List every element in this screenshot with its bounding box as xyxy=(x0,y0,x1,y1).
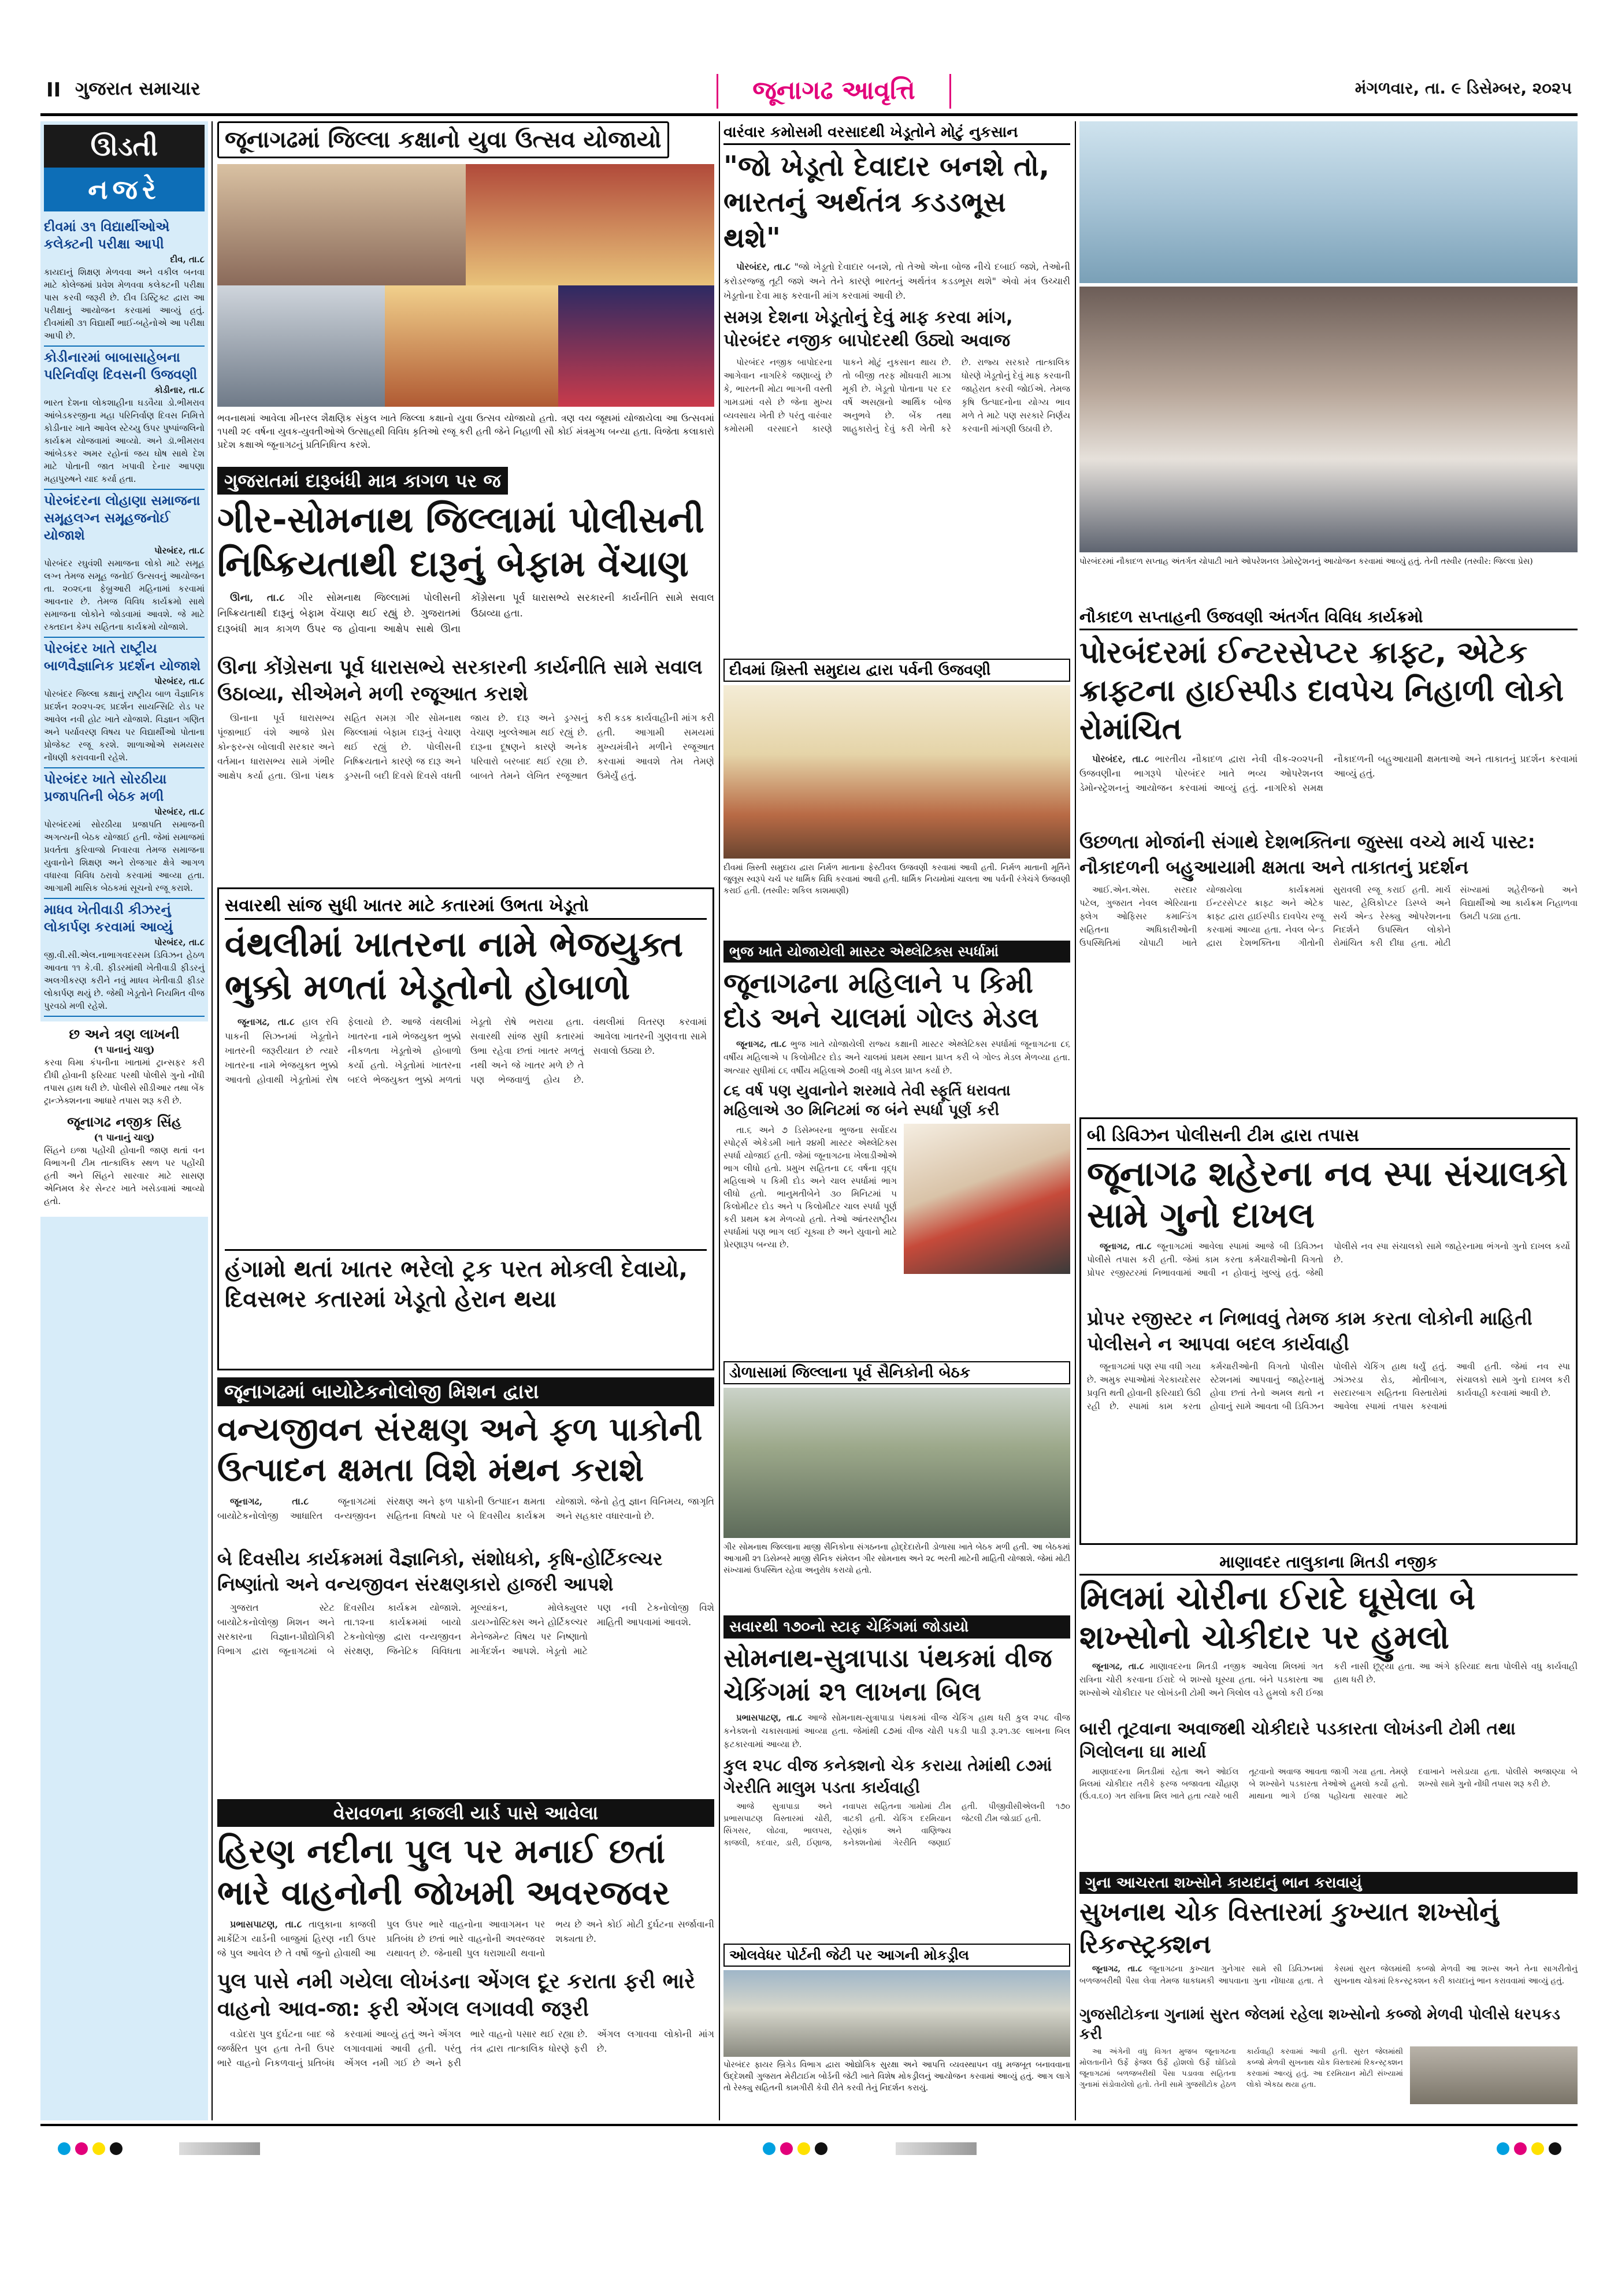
navy-story xyxy=(1079,605,1578,1114)
sainik-caption: ગીર સોમનાથ જિલ્લાના માજી સૈનિકોના સંગઠનના હોદ્દેદારોની ડોળાસા ખાતે બેઠક મળી હતી. આ બેઠકમાં આગામી ૨૧ ડિસેમ્બરે માજી સૈનિક સંમેલન ગીર સોમનાથ અને ૨૮ ભરતી માટેની માહિતી યોજાશે. જેમાં મોટી સંખ્યામાં ઉપસ્થિત રહેવા અનુરોધ કરાયો હતો. xyxy=(723,1543,1070,1575)
navy-body: આઈ.એન.એસ. સરદાર પટેલ, ગુજરાત નેવલ એરિયાના ફ્લેગ ઓફિસર કમાન્ડિંગ સહિતના અધિકારીઓની ઉપસ્થિતિમાં ચોપાટી ખાતે યોજાયેલા કાર્યક્રમમાં ઈન્ટરસેપ્ટર ક્રાફ્ટ અને એટેક ક્રાફ્ટ દ્વારા હાઈસ્પીડ દાવપેચ રજૂ કરવામાં આવ્યા હતા. નેવલ બેન્ડ દ્વારા દેશભક્તિના ગીતોની સુરાવલી રજૂ કરાઈ હતી. માર્ચ પાસ્ટ, હેલિકોપ્ટર ડિસ્પ્લે અને સર્ચ એન્ડ રેસ્ક્યુ ઓપરેશનના નિદર્શને ઉપસ્થિત લોકોને રોમાંચિત કરી દીધા હતા. મોટી સંખ્યામાં શહેરીજનો અને વિદ્યાર્થીઓ આ કાર્યક્રમ નિહાળવા ઉમટી પડ્યા હતા. xyxy=(1079,885,1578,948)
vij-body: આજે સુત્રાપાડા અને પ્રભાસપાટણ વિસ્તારમાં ચોરી, સિંગસર, લોઢવા, ભાલપરા, કાજલી, કદવાર, ડારી, ઈણાજ, નવાપરા સહિતના ગામોમાં ટીમ ત્રાટકી હતી. ચેકિંગ દરમિયાન રહેણાંક અને વાણિજ્ય કનેક્શનોમાં ગેરરીતિ જણાઈ હતી. પીજીવીસીએલની ૧૭૦ જેટલી ટીમ જોડાઈ હતી. xyxy=(723,1802,1070,1848)
olvedar-caption: પોરબંદર ફાયર બ્રિગેડ વિભાગ દ્વારા ઓદ્યોગિક સુરક્ષા અને આપત્તિ વ્યવસ્થાપન વધુ મજબૂત બનાવવાના ઉદ્દેશથી ગુજરાત મેરીટાઈમ બોર્ડની જેટી ખાતે વિશેષ મોકડ્રીલનું આયોજન કરવામાં આવ્યું હતું. આગ લાગે તો રેસ્ક્યુ સહિતની કામગીરી કેવી રીતે કરવી તેનું નિદર્શન કરાયું. xyxy=(723,2060,1070,2093)
rule-bottom xyxy=(40,2124,1578,2126)
athletics-text: ભુજ ખાતે યોજાયેલી રાજ્ય કક્ષાની માસ્ટર એથ્લેટિક્સ સ્પર્ધામાં જૂનાગઢના ૮૬ વર્ષીય મહિલાએ ૫ કિલોમીટર દોડ અને ચાલમાં પ્રથમ સ્થાન પ્રાપ્ત કરી બે ગોલ્ડ મેડલ મેળવ્યા હતા. અત્યાર સુધીમાં ૮૬ વર્ષીય મહિલાએ ૭૦થી વધુ મેડલ પ્રાપ્ત કર્યા છે. xyxy=(723,1039,1070,1076)
chowkidar-dateline: જૂનાગઢ, તા.૮ xyxy=(1092,1661,1144,1671)
khatar-kicker: સવારથી સાંજ સુધી ખાતર માટે કતારમાં ઉભતા ખેડૂતો xyxy=(225,894,707,920)
rule-center-right xyxy=(1075,121,1076,2120)
continuation-headline: જૂનાગઢ નજીક સિંહ xyxy=(67,1114,181,1130)
continuation-sub: (૧ પાનાનું ચાલુ) xyxy=(94,1132,155,1143)
heran-dateline: પ્રભાસપાટણ, તા.૮ xyxy=(230,1919,302,1930)
biotech-dateline: જૂનાગઢ, તા.૮ xyxy=(230,1496,309,1507)
daru-story xyxy=(217,467,714,883)
sukhnath-kicker: ગુના આચરતા શખ્સોને કાયદાનું ભાન કરાવાયું xyxy=(1079,1872,1578,1894)
spa-dateline: જૂનાગઢ, તા.૮ xyxy=(1100,1241,1152,1251)
khedut-lead xyxy=(723,259,1070,303)
registration-marks xyxy=(0,2138,1618,2161)
reg-dot-yellow-left xyxy=(92,2142,105,2155)
khedut-subhead: સમગ્ર દેશના ખેડૂતોનું દેવું માફ કરવા માંગ, પોરબંદર નજીક બાપોદરથી ઉઠ્યો અવાજ xyxy=(723,307,1013,351)
udti-item xyxy=(44,347,205,490)
spa-story xyxy=(1079,1117,1578,1545)
yuva-utsav-headline: જૂનાગઢમાં જિલ્લા કક્ષાનો યુવા ઉત્સવ યોજાયો xyxy=(217,121,669,158)
biotech-lead xyxy=(217,1494,714,1544)
olvedar-story xyxy=(723,1944,1070,2123)
daru-headline: ગીર-સોમનાથ જિલ્લામાં પોલીસની નિષ્ક્રિયતાથી દારૂનું બેફામ વેંચાણ xyxy=(217,499,704,585)
chowkidar-kicker: માણાવદર તાલુકાના મિતડી નજીક xyxy=(1079,1551,1578,1576)
udti-item-headline: પોરબંદર ખાતે સોરઠીયા પ્રજાપતિની બેઠક મળી xyxy=(44,772,167,804)
udti-item-headline: દીવમાં ૩૧ વિદ્યાર્થીઓએ કલેક્ટની પરીક્ષા આપી xyxy=(44,220,170,252)
christmas-photo xyxy=(723,685,1070,859)
heran-headline: હિરણ નદીના પુલ પર મનાઈ છતાં ભારે વાહનોની જોખમી અવરજવર xyxy=(217,1831,670,1912)
chowkidar-text: માણાવદરના મિતડી નજીક આવેલા મિલમાં ગત રાત્રિના ચોરી કરવાના ઈરાદે બે શખ્સો ઘૂસ્યા હતા. બંને પડકારતા આ શખ્સોએ ચોકીદાર પર લોખંડની ટોમી અને ગિલોલ વડે હુમલો કરી ઈજા કરી નાસી છૂટ્યા હતા. આ અંગે ફરિયાદ થતા પોલીસે વધુ કાર્યવાહી હાથ ધરી છે. xyxy=(1079,1661,1578,1698)
vij-headline: સોમનાથ-સુત્રાપાડા પંથકમાં વીજ ચેકિંગમાં ૨૧ લાખના બિલ xyxy=(723,1644,1052,1707)
khatar-story xyxy=(217,887,714,1370)
navy-dateline: પોરબંદર, તા.૮ xyxy=(1092,753,1149,764)
udti-item xyxy=(44,216,205,347)
masthead-rule xyxy=(40,113,1578,116)
udti-item-text: કાયદાનું શિક્ષણ મેળવવા અને વકીલ બનવા માટે કોલેજમાં પ્રવેશ મેળવવા કલેક્ટની પરીક્ષા પાસ કરવી જરૂરી છે. દીવ ડિસ્ટ્રિક્ટ દ્વારા આ પરીક્ષાનું આયોજન કરવામાં આવ્યું હતું. દીવમાંથી ૩૧ વિદ્યાર્થી ભાઈ-બહેનોએ આ પરીક્ષા આપી છે. xyxy=(44,267,205,341)
udti-items xyxy=(44,216,205,1217)
khedut-body: પોરબંદર નજીક બાપોદરના આગેવાન નાગરિકે જણાવ્યું છે કે, ભારતની મોટા ભાગની વસ્તી ગામડામાં વસે છે જેના મુખ્ય વ્યવસાય ખેતી છે પરંતુ વારંવાર કમોસમી વરસાદને કારણે પાકને મોટું નુકસાન થાય છે. તો બીજી તરફ મોંઘવારી માઝા મૂકી છે. ખેડૂતો પોતાના પર દર વર્ષે અસહ્યનો આર્થિક બોજ અનુભવે છે. બેંક તથા શાહુકારોનું દેવું કરી ખેતી કરે છે. રાજ્ય સરકારે તાત્કાલિક ધોરણે ખેડૂતોનું દેવું માફ કરવાની જાહેરાત કરવી જોઈએ. તેમજ કૃષિ ઉત્પાદનોના યોગ્ય ભાવ મળે તે માટે પણ સરકારે નિર્ણય કરવાની માંગણી ઉઠાવી છે. xyxy=(723,357,1070,434)
heran-subhead: પુલ પાસે નમી ગયેલા લોખંડના એંગલ દૂર કરાતા ફરી ભારે વાહનો આવ-જા: ફરી એંગલ લગાવવી જરૂરી xyxy=(217,1970,695,2021)
udti-item-text: જી.વી.સી.એલ.નાભાગવદરસમ ડિવિઝન હેઠળ આવતા ૧૧ કે.વી. ફીડરમાંથી ખેતીવાડી ફીડરનું અલગીકરણ કરીને નવું માધવ ખેતીવાડી ફીડર લોકાર્પણ થયું છે. જેથી ખેડૂતોને નિયમિત વીજ પુરવઠો મળી રહેશે. xyxy=(44,950,205,1011)
reg-dot-magenta-left xyxy=(75,2142,88,2155)
khatar-text: હાલ રવિ પાકની સિઝનમાં ખેડૂતોને ખાતરની જરૂરીયાત છે ત્યારે ખાતરના નામે ભેજયુક્ત ભુક્કો આવતો હોવાથી ખેડૂતોમાં રોષ ફેલાયો છે. આજે વંથલીમાં ખાતરના નામે ભેજયુક્ત ભુક્કો નીકળતા ખેડૂતોએ હોબાળો કર્યો હતો. ખેડૂતોમાં ખાતરના બદલે ભેજયુક્ત ભુક્કો મળતાં ખેડૂતો રોષે ભરાયા હતા. સવારથી સાંજ સુધી કતારમાં ઉભા રહેવા છતાં ખાતર મળતું નથી અને જે ખાતર મળે છે તે પણ ભેજવાળું હોય છે. વંથલીમાં વિતરણ કરવામાં આવેલા ખાતરની ગુણવત્તા સામે સવાલો ઉઠ્યા છે. xyxy=(225,1016,707,1085)
udti-item xyxy=(44,638,205,768)
chowkidar-headline: મિલમાં ચોરીના ઈરાદે ઘૂસેલા બે શખ્સોનો ચોકીદાર પર હુમલો xyxy=(1079,1580,1476,1656)
heran-lead xyxy=(217,1917,714,1966)
vij-kicker: સવારથી ૧૭૦નો સ્ટાફ ચેકિંગમાં જોડાયો xyxy=(723,1615,1070,1639)
heran-kicker: વેરાવળના કાજલી યાર્ડ પાસે આવેલા xyxy=(217,1799,714,1827)
daru-body: ઊનાના પૂર્વ ધારાસભ્ય પૂંજાભાઈ વંશે આજે પ્રેસ કોન્ફરન્સ બોલાવી સરકાર અને વર્તમાન ધારાસભ્ય સામે ગંભીર આક્ષેપ કર્યા હતા. ઊના પંથક સહિત સમગ્ર ગીર સોમનાથ જિલ્લામાં બેફામ દારૂનું વેચાણ થઈ રહ્યું છે. પોલીસની નિષ્ક્રિયતાને કારણે જ દારૂ અને ડ્રગ્સની બદી દિવસે દિવસે વધતી જાય છે. દારૂ અને ડ્રગ્સનું વેચાણ ખુલ્લેઆમ થઈ રહ્યું છે. દારૂના દૂષણને કારણે અનેક પરિવારો બરબાદ થઈ રહ્યા છે. બાબતે તેમને લેખિત રજૂઆત કરી કડક કાર્યવાહીની માંગ કરી હતી. આગામી સમયમાં મુખ્યમંત્રીને મળીને રજૂઆત કરવામાં આવશે તેમ તેમણે ઉમેર્યું હતું. xyxy=(217,712,714,781)
reg-dot-yellow-center xyxy=(797,2142,810,2155)
reg-dot-yellow-right xyxy=(1531,2142,1544,2155)
athletics-story xyxy=(723,941,1070,1357)
sukhnath-story xyxy=(1079,1872,1578,2123)
udti-item-text: પોરબંદર જિલ્લા કક્ષાનું રાષ્ટ્રીય બાળ વૈજ્ઞાનિક પ્રદર્શન ૨૦૨૫-૨૬ પ્રદર્શન સાયન્સિટિ રોડ પર આવેલ નવી હોટ ખાતે યોજાશે. વિજ્ઞાન ગણિત અને પર્યાવરણ વિષય પર વિદ્યાર્થીઓ પોતાના પ્રોજેક્ટ રજૂ કરશે. શાળાઓએ સમયસર નોંધણી કરાવવાની રહેશે. xyxy=(44,689,205,763)
khedut-headline: "જો ખેડૂતો દેવાદાર બનશે તો, ભારતનું અર્થતંત્ર કડડભૂસ થશે" xyxy=(723,150,1050,254)
udti-item-headline: માધવ ખેતીવાડી કીઝરનું લોકાર્પણ કરવામાં આવ્યું xyxy=(44,902,173,935)
udti-item-text: પોરબંદર રઘુવંશી સમાજના લોકો માટે સમૂહ લગ્ન તેમજ સમૂહ જનોઈ ઉત્સવનું આયોજન તા. ૨૦૨૬ના ફેબ્રુઆરી મહિનામાં કરવામાં આવનાર છે. તેમજ વિવિધ કાર્યક્રમો સાથે સમાજના લોકોને જોડવામાં આવશે. જે માટે રક્તદાન કેમ્પ સહિતના કાર્યક્રમો યોજાશે. xyxy=(44,558,205,632)
olvedar-photo xyxy=(723,1970,1070,2057)
daru-dateline: ઊના, તા.૮ xyxy=(230,592,285,604)
udti-najare-column xyxy=(40,121,208,2120)
olvedar-headline: ઓલવેધર પોર્ટની જેટી પર આગની મોકડ્રીલ xyxy=(723,1944,1070,1967)
paper-name: ગુજરાત સમાચાર xyxy=(75,77,201,99)
heran-body: વડોદરા પુલ દુર્ઘટના બાદ જે જર્જરિત પુલ હતા તેની ઉપર ભારે વાહનો નિકળવાનું પ્રતિબંધ કરવામાં આવ્યું હતું અને એંગલ લગાવવામાં આવી હતી. પરંતુ એંગલ નમી ગઈ છે અને ફરી ભારે વાહનો પસાર થઈ રહ્યા છે. તંત્ર દ્વારા તાત્કાલિક ધોરણે ફરી એંગલ લગાવવા લોકોની માંગ છે. xyxy=(217,2028,714,2068)
daru-text: ગીર સોમનાથ જિલ્લામાં પોલીસની નિષ્ક્રિયતાથી દારૂનું બેફામ વેંચાણ થઈ રહ્યું છે. ગુજરાતમાં દારૂબંધી માત્ર કાગળ ઉપર જ હોવાના આક્ષેપ સાથે ઊના કોંગ્રેસના પૂર્વ ધારાસભ્યે સરકારની કાર્યનીતિ સામે સવાલ ઉઠાવ્યા હતા. xyxy=(217,592,714,635)
udti-item-dateline: કોડીનાર, તા.૮ xyxy=(154,385,205,395)
udti-item-dateline: દીવ, તા.૮ xyxy=(170,254,205,265)
page-marker: II xyxy=(46,79,61,102)
khatar-subhead: હંગામો થતાં ખાતર ભરેલો ટ્રક પરત મોકલી દેવાયો, દિવસભર કતારમાં ખેડૂતો હેરાન થયા xyxy=(225,1249,707,1314)
sukhnath-body: આ અંગેની વધુ વિગત મુજબ જૂનાગઢના મોલતાનીને ઉર્ફે ફેજલ ઉર્ફે હોશલો ઉર્ફે ઘોડિયો જૂનાગઢમાં બળજબરીથી પૈસા પડાવવા સહિતના ગુનામાં સંડોવાયેલો હતો. તેની સામે ગુજસીટોક હેઠળ કાર્યવાહી કરવામાં આવી હતી. સુરત જેલમાંથી કબ્જો મેળવી સુખનાથ ચોક વિસ્તારમાં રિકન્સ્ટ્રક્શન કરવામાં આવ્યું હતું. આ દરમિયાન મોટી સંખ્યામાં લોકો એકઠા થયા હતા. xyxy=(1079,2048,1403,2089)
biotech-headline: વન્યજીવન સંરક્ષણ અને ફળ પાકોની ઉત્પાદન ક્ષમતા વિશે મંથન કરાશે xyxy=(217,1411,703,1489)
yuva-utsav-caption: ભવનાથમાં આવેલા મીનરલ શૈક્ષણિક સંકુલ ખાતે જિલ્લા કક્ષાનો યુવા ઉત્સવ યોજાયો હતો. ત્રણ વય જૂથમાં યોજાયેલા આ ઉત્સવમાં ૧૫થી ૨૯ વર્ષના યુવક-યુવતીઓએ ઉત્સાહથી વિવિધ કૃતિઓ રજૂ કરી હતી જેને નિહાળી સૌ કોઈ મંત્રમુગ્ધ બન્યા હતા. વિજેતા કલાકારો પ્રદેશ કક્ષાએ જૂનાગઢનું પ્રતિનિધિત્વ કરશે. xyxy=(217,413,714,450)
udti-item-headline: પોરબંદર ખાતે રાષ્ટ્રીય બાળવૈજ્ઞાનિક પ્રદર્શન યોજાશે xyxy=(44,641,201,674)
khedut-kicker: વારંવાર કમોસમી વરસાદથી ખેડૂતોને મોટું નુકસાન xyxy=(723,121,1070,145)
udti-item xyxy=(44,768,205,899)
continuation-item xyxy=(44,1025,205,1107)
yuva-utsav-story xyxy=(217,121,714,462)
vij-lead xyxy=(723,1711,1070,1751)
reg-dot-magenta-center xyxy=(780,2142,793,2155)
biotech-body: ગુજરાત સ્ટેટ બાયોટેકનોલોજી મિશન અને સરકારના વિજ્ઞાન-પ્રૌદ્યોગિકી વિભાગ દ્વારા જૂનાગઢમાં બે દિવસીય કાર્યક્રમ યોજાશે. તા.૧૨ના કાર્યક્રમમાં બાયો ટેકનોલોજી દ્વારા વન્યજીવન સંરક્ષણ, જિનેટિક વિવિધતા મૂલ્યાંકન, મોલેક્યુલર ડાયગ્નોસ્ટિક્સ અને હોર્ટિકલ્ચર મેનેજમેન્ટ વિષય પર નિષ્ણાતો માર્ગદર્શન આપશે. ખેડૂતો માટે પણ નવી ટેકનોલોજી વિશે માહિતી આપવામાં આવશે. xyxy=(217,1602,714,1656)
sukhnath-subhead: ગુજસીટોકના ગુનામાં સુરત જેલમાં રહેલા શખ્સોનો કબ્જો મેળવી પોલીસે ધરપકડ કરી xyxy=(1079,2006,1560,2043)
spa-headline: જૂનાગઢ શહેરના નવ સ્પા સંચાલકો સામે ગુનો દાખલ xyxy=(1087,1154,1568,1236)
spa-lead xyxy=(1087,1240,1570,1303)
athletics-body: તા.૬ અને ૭ ડિસેમ્બરના ભુજના સર્વોદય સ્પોર્ટ્સ એકેડમી ખાતે ૨૪મી માસ્ટર એથ્લેટિક્સ સ્પર્ધા યોજાઈ હતી. જેમાં જૂનાગઢના ખેલાડીઓએ ભાગ લીધો હતો. પ્રમુખ સહિતના ૮૬ વર્ષના વૃદ્ધ મહિલાએ ૫ કિમી દોડ અને ચાલ સ્પર્ધામાં ભાગ લીધો હતો. ભાનુમતીબેને ૩૦ મિનિટમાં ૫ કિલોમીટર દોડ અને ૫ કિલોમીટર ચાલ સ્પર્ધા પૂર્ણ કરી પ્રથમ ક્રમ મેળવ્યો હતો. તેઓ આંતરરાષ્ટ્રીય સ્પર્ધામાં પણ ભાગ લઈ ચૂક્યા છે અને યુવાનો માટે પ્રેરણારૂપ બન્યા છે. xyxy=(723,1125,897,1250)
athletics-headline: જૂનાગઢના મહિલાને ૫ કિમી દોડ અને ચાલમાં ગોલ્ડ મેડલ xyxy=(723,967,1039,1034)
sukhnath-text: જૂનાગઢના કુખ્યાત ગુનેગાર સામે સી ડિવિઝનમાં બળજબરીથી પૈસા લેવા તેમજ ધાકધમકી આપવાના ગુના નોંધાયા હતા. તે કેસમાં સુરત જેલમાંથી કબ્જો મેળવી આ શખ્સ અને તેના સાગરીતોનું સુખનાથ ચોકમાં રિકન્સ્ટ્રક્શન કરી કાયદાનું ભાન કરાવવામાં આવ્યું હતું. xyxy=(1079,1964,1578,1986)
athletics-subhead: ૮૬ વર્ષ પણ યુવાનોને શરમાવે તેવી સ્ફૂર્તિ ધરાવતા મહિલાએ ૩૦ મિનિટમાં જ બંને સ્પર્ધા પૂર્ણ કરી xyxy=(723,1082,1011,1119)
udti-title-line2-box xyxy=(44,168,205,211)
heran-text: તાલુકાના કાજલી માર્કેટિંગ યાર્ડની બાજુમાં હિરણ નદી ઉપર જે પુલ આવેલ છે તે વર્ષો જુનો હોવાથી આ પુલ ઉપર ભારે વાહનોના આવાગમન પર પ્રતિબંધ છે છતાં ભારે વાહનોની અવરજવર યથાવત્ છે. જેનાથી પુલ ધરાશાયી થવાનો ભય છે અને કોઈ મોટી દુર્ઘટના સર્જાવાની શક્યતા છે. xyxy=(217,1919,714,1959)
yuva-utsav-photo xyxy=(217,164,714,407)
christmas-caption: દીવમાં ખ્રિસ્તી સમુદાય દ્વારા નિર્મળ માતાના ફેસ્ટીવલ ઉજવણી કરવામાં આવી હતી. નિર્મળ માતાની મૂર્તિને જુલૂસ સ્વરૂપે ચર્ચ પર ધાર્મિક વિધિ કરવામાં આવી હતી. ધાર્મિક નિયમોમાં ચાલતા આ પર્વની રંગેચંગે ઉજવણી કરાઈ હતી. (તસ્વીર: શકિલ કાશમાણી) xyxy=(723,863,1070,896)
spa-kicker: બી ડિવિઝન પોલીસની ટીમ દ્વારા તપાસ xyxy=(1087,1124,1570,1150)
christmas-headline: દીવમાં ખ્રિસ્તી સમુદાય દ્વારા પર્વની ઉજવણી xyxy=(723,659,1070,682)
sukhnath-lead xyxy=(1079,1963,1578,2004)
navy-photo-block xyxy=(1079,121,1578,601)
khedut-devadar-story xyxy=(723,121,1070,734)
spa-body: જૂનાગઢમાં પણ સ્પા વધી ગયા છે. અમુક સ્પાઓમાં ગેરકાયદેસર પ્રવૃત્તિ થતી હોવાની ફરિયાદો ઉઠી રહી છે. સ્પામાં કામ કરતા કર્મચારીઓની વિગતો પોલીસ સ્ટેશનમાં આપવાનું જાહેરનામું હોવા છતાં તેનો અમલ થતો ન હોવાનું સામે આવતા બી ડિવિઝન પોલીસે ચેકિંગ હાથ ધર્યું હતું. ઝાંઝરડા રોડ, મોતીબાગ, સરદારબાગ સહિતના વિસ્તારોમાં આવેલા સ્પામાં તપાસ કરવામાં આવી હતી. જેમાં નવ સ્પા સંચાલકો સામે ગુનો દાખલ કરી કાર્યવાહી કરવામાં આવી છે. xyxy=(1087,1361,1570,1411)
vij-subhead: કુલ ૨૫૮ વીજ કનેક્શનો ચેક કરાયા તેમાંથી ૮૭માં ગેરરીતિ માલુમ પડતા કાર્યવાહી xyxy=(723,1756,1052,1797)
continuation-headline: છ અને ત્રણ લાખની xyxy=(69,1026,180,1042)
chowkidar-lead xyxy=(1079,1660,1578,1715)
sainik-story xyxy=(723,1361,1070,1610)
sainik-headline: ડોળાસામાં જિલ્લાના પૂર્વ સૈનિકોની બેઠક xyxy=(723,1361,1070,1384)
biotech-subhead: બે દિવસીય કાર્યક્રમમાં વૈજ્ઞાનિકો, સંશોધકો, કૃષિ-હોર્ટિકલ્ચર નિષ્ણાંતો અને વન્યજીવન સંરક્ષણકારો હાજરી આપશે xyxy=(217,1548,663,1595)
udti-item-text: પોરબંદરમાં સોરઠીયા પ્રજાપતિ સમાજની અગત્યની બેઠક યોજાઈ હતી. જેમાં સમાજમાં પ્રવર્તતા કુરિવાજો નિવારવા તેમજ સમાજના યુવાનોને શિક્ષણ અને રોજગાર ક્ષેત્રે આગળ વધારવા વિવિધ ઠરાવો કરવામાં આવ્યા હતા. આગામી માસિક બેઠકમાં સૂચનો રજૂ કરાશે. xyxy=(44,819,205,893)
navy-kicker: નૌકાદળ સપ્તાહની ઉજવણી અંતર્ગત વિવિધ કાર્યક્રમો xyxy=(1079,605,1578,630)
reg-dot-black-right xyxy=(1549,2142,1561,2155)
sukhnath-dateline: જૂનાગઢ, તા.૮ xyxy=(1092,1964,1142,1974)
reg-bar-left xyxy=(179,2142,260,2155)
udti-item xyxy=(44,899,205,1017)
edition-title: જૂનાગઢ આવૃત્તિ xyxy=(717,74,951,109)
athletics-lead xyxy=(723,1038,1070,1078)
sukhnath-photo xyxy=(1410,2046,1578,2104)
udti-item-dateline: પોરબંદર, તા.૮ xyxy=(154,937,205,948)
daru-lead xyxy=(217,590,714,651)
heran-story xyxy=(217,1799,714,2123)
biotech-text: જૂનાગઢમાં બાયોટેકનોલોજી આધારિત વન્યજીવન સંરક્ષણ અને ફળ પાકોની ઉત્પાદન ક્ષમતા સહિતના વિષયો પર બે દિવસીય કાર્યક્રમ યોજાશે. જેનો હેતુ જ્ઞાન વિનિમય, જાગૃતિ અને સહકાર વધારવાનો છે. xyxy=(217,1496,714,1521)
athletics-photo xyxy=(904,1124,1070,1274)
continuation-text: સિંહને ઇજા પહોંચી હોવાની જાણ થતાં વન વિભાગની ટીમ તાત્કાલિક સ્થળ પર પહોંચી હતી અને સિંહને સારવાર માટે સાસણ એનિમલ કેર સેન્ટર ખાતે ખસેડવામાં આવ્યો હતો. xyxy=(44,1145,205,1206)
issue-date: મંગળવાર, તા. ૯ ડિસેમ્બર, ૨૦૨૫ xyxy=(1354,79,1572,98)
continuation-section xyxy=(40,1021,208,1217)
rule-left xyxy=(211,121,213,2120)
chowkidar-subhead: બારી તૂટવાના અવાજથી ચોકીદારે પડકારતા લોખંડની ટોમી તથા ગિલોલના ઘા માર્યા xyxy=(1079,1719,1516,1762)
spa-text: જૂનાગઢમાં આવેલા સ્પામાં આજે બી ડિવિઝન પોલીસે તપાસ કરી હતી. જેમાં કામ કરતા કર્મચારીઓની વિગતો પ્રોપર રજીસ્ટરમાં નિભાવવામાં આવી ન હોવાનું ખુલ્યું હતું. જેથી પોલીસે નવ સ્પા સંચાલકો સામે જાહેરનામા ભંગનો ગુનો દાખલ કર્યો છે. xyxy=(1087,1241,1570,1278)
navy-text: ભારતીય નૌકાદળ દ્વારા નેવી વીક-૨૦૨૫ની ઉજવણીના ભાગરૂપે પોરબંદર ખાતે ભવ્ય ઓપરેશનલ ડેમોન્સ્ટ્રેશનનું આયોજન કરવામાં આવ્યું હતું. નાગરિકો સમક્ષ નૌકાદળની બહુઆયામી ક્ષમતાઓ અને તાકાતનું પ્રદર્શન કરવામાં આવ્યું હતું. xyxy=(1079,753,1578,793)
khatar-dateline: જૂનાગઢ, તા.૮ xyxy=(237,1016,295,1027)
navy-subhead: ઉછળતા મોજાંની સંગાથે દેશભક્તિના જુસ્સા વચ્ચે માર્ચ પાસ્ટ: નૌકાદળની બહુઆયામી ક્ષમતા અને તાકાતનું પ્રદર્શન xyxy=(1079,831,1535,878)
biotech-story xyxy=(217,1377,714,1793)
navy-lead xyxy=(1079,752,1578,827)
continuation-text: કરવા વિમા કંપનીના ખાતામાં ટ્રાન્સફર કરી દીધી હોવાની ફરિયાદ પરથી પોલીસે ગુનો નોંધી તપાસ હાથ ધરી છે. પોલીસે સીડીઆર તથા બેંક ટ્રાન્ઝેક્શનના આધારે તપાસ શરૂ કરી છે. xyxy=(44,1057,205,1106)
christmas-story xyxy=(723,659,1070,936)
udti-item-dateline: પોરબંદર, તા.૮ xyxy=(154,676,205,686)
udti-title-line1: ઊડતી xyxy=(90,131,158,162)
udti-item-headline: કોડીનારમાં બાબાસાહેબના પરિનિર્વાણ દિવસની ઉજવણી xyxy=(44,350,198,382)
vij-text: આજે સોમનાથ-સુત્રાપાડા પંથકમાં વીજ ચેકિંગ હાથ ધરી કુલ ૨૫૮ વીજ કનેક્શનો ચકાસવામાં આવ્યા હતા. જેમાંથી ૮૭માં વીજ ચોરી પકડી પાડી રૂ.૨૧.૩૯ લાખના બિલ ફટકારવામાં આવ્યા છે. xyxy=(723,1712,1070,1749)
reg-bar-center xyxy=(896,2142,977,2155)
udti-item-dateline: પોરબંદર, તા.૮ xyxy=(154,807,205,817)
udti-title-box xyxy=(44,125,205,168)
khedut-text: "જો ખેડૂતો દેવાદાર બનશે, તો તેઓ એના બોજ નીચે દબાઈ જશે, તેઓની કરોડરજ્જુ તૂટી જશે અને તેને કારણે ભારતનું અર્થતંત્ર કડડભૂસ થશે" એવો મંત્ર ઉચ્ચારી ખેડૂતોના દેવા માફ કરવાની માંગ કરવામાં આવી છે. xyxy=(723,261,1070,301)
udti-title-line2: નજરે xyxy=(88,174,161,205)
khatar-body xyxy=(225,1015,707,1246)
biotech-kicker: જૂનાગઢમાં બાયોટેકનોલોજી મિશન દ્વારા xyxy=(217,1377,714,1406)
reg-dot-cyan-center xyxy=(763,2142,775,2155)
reg-dot-black-center xyxy=(815,2142,827,2155)
continuation-item xyxy=(44,1113,205,1208)
navy-headline: પોરબંદરમાં ઈન્ટરસેપ્ટર ક્રાફ્ટ, એટેક ક્રાફ્ટના હાઈસ્પીડ દાવપેચ નિહાળી લોકો રોમાંચિત xyxy=(1079,636,1564,746)
reg-dot-cyan-left xyxy=(58,2142,70,2155)
daru-kicker: ગુજરાતમાં દારૂબંધી માત્ર કાગળ પર જ xyxy=(217,467,508,495)
sukhnath-headline: સુખનાથ ચોક વિસ્તારમાં કુખ્યાત શખ્સોનું રિકન્સ્ટ્રક્શન xyxy=(1079,1897,1499,1959)
navy-photo-caption: પોરબંદરમાં નૌકાદળ સપ્તાહ અંતર્ગત ચોપાટી ખાતે ઓપરેશનલ ડેમોસ્ટ્રેશનનું આયોજન કરવામાં આવ્યું હતું. તેની તસ્વીર (તસ્વીર: જિલ્લા પ્રેસ) xyxy=(1079,557,1533,566)
rule-center-left xyxy=(719,121,720,2120)
navy-photo-sea xyxy=(1079,121,1578,283)
athletics-kicker: ભુજ ખાતે યોજાયેલી માસ્ટર એથ્લેટિક્સ સ્પર્ધામાં xyxy=(723,941,1070,963)
navy-photo-march xyxy=(1079,287,1578,552)
udti-item xyxy=(44,490,205,638)
reg-dot-cyan-right xyxy=(1497,2142,1509,2155)
khedut-dateline: પોરબંદર, તા.૮ xyxy=(736,261,791,272)
udti-item-dateline: પોરબંદર, તા.૮ xyxy=(154,545,205,556)
udti-item-headline: પોરબંદરના લોહાણા સમાજના સમૂહલગ્ન સમૂહજનોઈ યોજાશે xyxy=(44,493,201,543)
khatar-headline: વંથલીમાં ખાતરના નામે ભેજયુક્ત ભુક્કો મળતાં ખેડૂતોનો હોબાળો xyxy=(225,924,684,1008)
udti-item-text: ભારત દેશના લોકશાહીના ઘડવૈયા ડો.ભીમરાવ આંબેડકરજીના મહા પરિનિર્વાણ દિવસ નિમિત્તે કોડીનાર ખાતે આવેલ સ્ટેચ્યુ ઉપર પુષ્પાંજલિનો કાર્યક્રમ યોજવામાં આવ્યો. અને ડૉ.ભીમરાવ આંબેડકર અમર રહોનાં જય ઘોષ સાથે દેશ માટે પોતાની જાત ખપાવી દેનાર આપણા મહાપુરુષને યાદ કર્યા હતા. xyxy=(44,397,205,484)
spa-subhead: પ્રોપર રજીસ્ટર ન નિભાવવું તેમજ કામ કરતા લોકોની માહિતી પોલીસને ન આપવા બદલ કાર્યવાહી xyxy=(1087,1307,1532,1355)
vij-dateline: પ્રભાસપાટણ, તા.૮ xyxy=(736,1712,803,1723)
reg-dot-magenta-right xyxy=(1514,2142,1527,2155)
reg-dot-black-left xyxy=(110,2142,123,2155)
masthead xyxy=(40,74,1578,109)
chowkidar-story xyxy=(1079,1551,1578,1868)
athletics-dateline: જૂનાગઢ, તા.૮ xyxy=(736,1039,787,1049)
continuation-sub: (૧ પાનાનું ચાલુ) xyxy=(94,1044,155,1055)
daru-subhead: ઊના કોંગ્રેસના પૂર્વ ધારાસભ્યે સરકારની કાર્યનીતિ સામે સવાલ ઉઠાવ્યા, સીએમને મળી રજૂઆત કરાશે xyxy=(217,656,703,705)
vij-checking-story xyxy=(723,1615,1070,1939)
chowkidar-body: માણાવદરના મિતડીમાં રહેતા અને ઓઈલ મિલમાં ચોકીદાર તરીકે ફરજ બજાવતા ચૌહાણ (ઉં.વ.૬૦) ગત રાત્રિના મિલ ખાતે હતા ત્યારે બારી તૂટવાનો અવાજ આવતા જાગી ગયા હતા. તેમણે બે શખ્સોને પડકારતા તેઓએ હુમલો કર્યો હતો. માથાના ભાગે ઈજા પહોંચતા સારવાર માટે દવાખાને ખસેડાયા હતા. પોલીસે અજાણ્યા બે શખ્સો સામે ગુનો નોંધી તપાસ શરૂ કરી છે. xyxy=(1079,1767,1578,1801)
sainik-photo xyxy=(723,1388,1070,1538)
